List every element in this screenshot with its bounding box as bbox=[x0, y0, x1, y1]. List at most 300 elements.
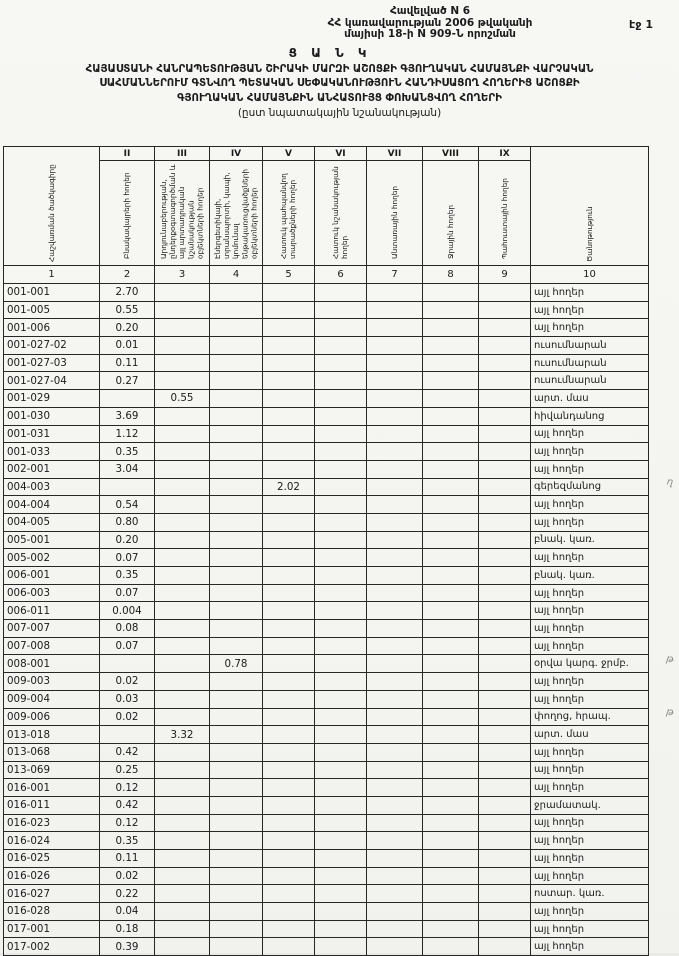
value-cell bbox=[479, 337, 531, 355]
value-cell bbox=[263, 390, 315, 408]
roman-numeral: VIII bbox=[423, 147, 479, 161]
value-cell bbox=[367, 708, 423, 726]
table-row bbox=[4, 850, 649, 868]
value-cell bbox=[210, 602, 263, 620]
value-cell bbox=[263, 354, 315, 372]
value-cell bbox=[423, 354, 479, 372]
table-row bbox=[4, 567, 649, 585]
value-cell bbox=[263, 796, 315, 814]
value-cell bbox=[315, 337, 367, 355]
value-cell bbox=[423, 390, 479, 408]
value-cell: 1.12 bbox=[100, 425, 155, 443]
value-cell bbox=[315, 690, 367, 708]
table-row bbox=[4, 796, 649, 814]
value-cell bbox=[315, 726, 367, 744]
value-cell bbox=[423, 567, 479, 585]
value-cell bbox=[210, 513, 263, 531]
value-cell bbox=[210, 779, 263, 797]
value-cell bbox=[479, 372, 531, 390]
note-cell: փողոց, հրապ. bbox=[531, 708, 649, 726]
value-cell bbox=[155, 513, 210, 531]
value-cell: 3.32 bbox=[155, 726, 210, 744]
value-cell bbox=[155, 584, 210, 602]
value-cell bbox=[423, 284, 479, 302]
value-cell bbox=[263, 620, 315, 638]
code-cell: 013-069 bbox=[4, 761, 100, 779]
table-row bbox=[4, 584, 649, 602]
table-row bbox=[4, 726, 649, 744]
value-cell bbox=[423, 920, 479, 938]
value-cell bbox=[315, 655, 367, 673]
value-cell bbox=[315, 761, 367, 779]
value-cell: 0.39 bbox=[100, 938, 155, 956]
value-cell bbox=[423, 867, 479, 885]
value-cell bbox=[263, 867, 315, 885]
value-cell bbox=[423, 832, 479, 850]
value-cell bbox=[479, 885, 531, 903]
code-cell: 001-027-02 bbox=[4, 337, 100, 355]
value-cell bbox=[367, 425, 423, 443]
value-cell bbox=[210, 726, 263, 744]
value-cell bbox=[155, 761, 210, 779]
value-cell bbox=[155, 743, 210, 761]
table-row bbox=[4, 814, 649, 832]
code-cell: 006-003 bbox=[4, 584, 100, 602]
code-cell: 016-025 bbox=[4, 850, 100, 868]
value-cell bbox=[423, 407, 479, 425]
value-cell bbox=[210, 354, 263, 372]
note-cell: այլ հողեր bbox=[531, 549, 649, 567]
roman-numeral: II bbox=[100, 147, 155, 161]
value-cell bbox=[315, 584, 367, 602]
value-cell bbox=[263, 708, 315, 726]
table-row bbox=[4, 903, 649, 921]
value-cell bbox=[479, 425, 531, 443]
col-header-note-label: Ծանոթություն bbox=[584, 206, 594, 262]
col-header-note bbox=[531, 147, 649, 266]
value-cell bbox=[315, 460, 367, 478]
note-cell: այլ հողեր bbox=[531, 673, 649, 691]
value-cell bbox=[479, 602, 531, 620]
code-cell: 009-006 bbox=[4, 708, 100, 726]
value-cell: 2.02 bbox=[263, 478, 315, 496]
col-header-4-label: Էներգետիկայի, տրանսպորտի, կապի, կոմունալ ենթակառուցվածքների օբյեկտների հողեր bbox=[213, 168, 259, 259]
value-cell bbox=[210, 549, 263, 567]
value-cell bbox=[155, 690, 210, 708]
table-row bbox=[4, 390, 649, 408]
code-cell: 004-004 bbox=[4, 496, 100, 514]
appendix-block bbox=[190, 6, 670, 41]
value-cell: 0.35 bbox=[100, 443, 155, 461]
value-cell bbox=[479, 301, 531, 319]
table-row bbox=[4, 761, 649, 779]
value-cell bbox=[315, 673, 367, 691]
value-cell bbox=[210, 319, 263, 337]
value-cell bbox=[263, 496, 315, 514]
code-cell: 009-004 bbox=[4, 690, 100, 708]
col-header-4 bbox=[210, 161, 263, 266]
value-cell bbox=[367, 354, 423, 372]
value-cell bbox=[315, 549, 367, 567]
value-cell bbox=[367, 443, 423, 461]
value-cell bbox=[155, 867, 210, 885]
col-header-code bbox=[4, 147, 100, 266]
col-header-7-label: Անտառային հողեր bbox=[389, 186, 399, 259]
note-cell: այլ հողեր bbox=[531, 284, 649, 302]
value-cell bbox=[423, 319, 479, 337]
value-cell bbox=[263, 850, 315, 868]
code-cell: 005-002 bbox=[4, 549, 100, 567]
value-cell bbox=[210, 337, 263, 355]
value-cell bbox=[155, 903, 210, 921]
margin-annotation: թ bbox=[665, 653, 675, 666]
note-cell: օրվա կարգ. ջրմբ. bbox=[531, 655, 649, 673]
value-cell bbox=[315, 885, 367, 903]
value-cell bbox=[210, 637, 263, 655]
value-cell bbox=[423, 478, 479, 496]
value-cell bbox=[479, 319, 531, 337]
table-row bbox=[4, 319, 649, 337]
code-cell: 001-030 bbox=[4, 407, 100, 425]
value-cell bbox=[479, 354, 531, 372]
value-cell: 0.03 bbox=[100, 690, 155, 708]
value-cell: 0.42 bbox=[100, 743, 155, 761]
table-row bbox=[4, 301, 649, 319]
table-row bbox=[4, 920, 649, 938]
value-cell bbox=[210, 301, 263, 319]
value-cell bbox=[423, 513, 479, 531]
table-row bbox=[4, 832, 649, 850]
column-number: 3 bbox=[155, 266, 210, 284]
value-cell: 0.18 bbox=[100, 920, 155, 938]
value-cell: 0.27 bbox=[100, 372, 155, 390]
title-line-1: ՀԱՅԱՍՏԱՆԻ ՀԱՆՐԱՊԵՏՈՒԹՅԱՆ ՇԻՐԱԿԻ ՄԱՐԶԻ ԱՇՈՑՔԻ ԳՅՈՒՂԱԿԱՆ ՀԱՄԱՅՆՔԻ ՎԱՐՉԱԿԱՆ bbox=[85, 64, 594, 75]
value-cell bbox=[315, 354, 367, 372]
document-subtitle: (ըստ նպատակային նշանակության) bbox=[237, 107, 442, 119]
value-cell bbox=[315, 779, 367, 797]
value-cell bbox=[423, 637, 479, 655]
code-cell: 017-001 bbox=[4, 920, 100, 938]
note-cell: այլ հողեր bbox=[531, 761, 649, 779]
col-header-6-label: Հատուկ նշանակության հողեր bbox=[331, 166, 350, 259]
value-cell bbox=[263, 567, 315, 585]
value-cell bbox=[155, 885, 210, 903]
value-cell bbox=[210, 531, 263, 549]
col-header-code-label: Հաշվառման ծածկագիրը bbox=[46, 164, 56, 262]
value-cell bbox=[367, 832, 423, 850]
value-cell bbox=[263, 637, 315, 655]
value-cell bbox=[479, 637, 531, 655]
value-cell bbox=[315, 531, 367, 549]
appendix-title: Հավելված N 6 bbox=[389, 5, 471, 17]
list-title: Ց Ա Ն Կ bbox=[288, 46, 372, 60]
value-cell bbox=[423, 708, 479, 726]
value-cell bbox=[367, 850, 423, 868]
value-cell bbox=[367, 602, 423, 620]
value-cell bbox=[263, 726, 315, 744]
table-row bbox=[4, 372, 649, 390]
table-row bbox=[4, 460, 649, 478]
value-cell bbox=[155, 567, 210, 585]
value-cell bbox=[423, 496, 479, 514]
value-cell bbox=[210, 584, 263, 602]
value-cell bbox=[367, 407, 423, 425]
value-cell bbox=[479, 655, 531, 673]
value-cell bbox=[263, 885, 315, 903]
value-cell bbox=[479, 690, 531, 708]
value-cell bbox=[315, 850, 367, 868]
value-cell bbox=[367, 761, 423, 779]
value-cell bbox=[263, 549, 315, 567]
value-cell bbox=[423, 301, 479, 319]
value-cell: 0.01 bbox=[100, 337, 155, 355]
value-cell bbox=[210, 478, 263, 496]
value-cell bbox=[479, 761, 531, 779]
value-cell bbox=[315, 920, 367, 938]
value-cell: 0.22 bbox=[100, 885, 155, 903]
value-cell bbox=[367, 567, 423, 585]
value-cell bbox=[367, 478, 423, 496]
col-header-8-label: Ջրային հողեր bbox=[445, 204, 455, 259]
code-cell: 001-029 bbox=[4, 390, 100, 408]
value-cell bbox=[315, 319, 367, 337]
value-cell bbox=[210, 673, 263, 691]
value-cell: 0.42 bbox=[100, 796, 155, 814]
value-cell bbox=[367, 513, 423, 531]
value-cell bbox=[479, 673, 531, 691]
code-cell: 001-031 bbox=[4, 425, 100, 443]
col-header-8 bbox=[423, 161, 479, 266]
value-cell: 0.35 bbox=[100, 567, 155, 585]
value-cell bbox=[155, 655, 210, 673]
value-cell bbox=[479, 850, 531, 868]
table-row bbox=[4, 531, 649, 549]
value-cell bbox=[210, 620, 263, 638]
value-cell bbox=[423, 673, 479, 691]
value-cell bbox=[263, 673, 315, 691]
value-cell bbox=[479, 460, 531, 478]
value-cell bbox=[423, 796, 479, 814]
value-cell bbox=[263, 531, 315, 549]
value-cell bbox=[263, 602, 315, 620]
table-row bbox=[4, 690, 649, 708]
value-cell bbox=[367, 920, 423, 938]
value-cell bbox=[210, 814, 263, 832]
col-header-5-label: Հատուկ պահպանվող տարածքների հողեր bbox=[279, 173, 298, 259]
note-cell: բնակ. կառ. bbox=[531, 531, 649, 549]
document-title bbox=[0, 63, 679, 106]
value-cell bbox=[155, 496, 210, 514]
value-cell bbox=[423, 549, 479, 567]
value-cell: 0.02 bbox=[100, 673, 155, 691]
note-cell: ուսումնարան bbox=[531, 372, 649, 390]
table-row bbox=[4, 407, 649, 425]
value-cell bbox=[315, 708, 367, 726]
value-cell bbox=[423, 460, 479, 478]
value-cell bbox=[263, 284, 315, 302]
note-cell: այլ հողեր bbox=[531, 496, 649, 514]
margin-annotation: ղ bbox=[666, 476, 674, 489]
value-cell bbox=[479, 796, 531, 814]
value-cell bbox=[155, 319, 210, 337]
value-cell bbox=[479, 779, 531, 797]
value-cell bbox=[315, 814, 367, 832]
value-cell bbox=[100, 655, 155, 673]
roman-numeral: VI bbox=[315, 147, 367, 161]
code-cell: 016-001 bbox=[4, 779, 100, 797]
value-cell bbox=[367, 903, 423, 921]
value-cell: 0.54 bbox=[100, 496, 155, 514]
value-cell bbox=[479, 390, 531, 408]
value-cell bbox=[210, 796, 263, 814]
value-cell bbox=[210, 425, 263, 443]
note-cell: արտ. մաս bbox=[531, 726, 649, 744]
column-number: 6 bbox=[315, 266, 367, 284]
value-cell bbox=[210, 867, 263, 885]
value-cell bbox=[100, 726, 155, 744]
value-cell: 0.11 bbox=[100, 850, 155, 868]
value-cell bbox=[155, 443, 210, 461]
roman-numeral: VII bbox=[367, 147, 423, 161]
value-cell bbox=[315, 407, 367, 425]
note-cell: այլ հողեր bbox=[531, 602, 649, 620]
value-cell bbox=[263, 513, 315, 531]
value-cell bbox=[155, 637, 210, 655]
value-cell bbox=[315, 372, 367, 390]
value-cell bbox=[423, 372, 479, 390]
code-cell: 013-068 bbox=[4, 743, 100, 761]
value-cell bbox=[423, 850, 479, 868]
note-cell: այլ հողեր bbox=[531, 443, 649, 461]
value-cell bbox=[155, 284, 210, 302]
value-cell bbox=[479, 513, 531, 531]
title-line-3: ԳՅՈՒՂԱԿԱՆ ՀԱՄԱՅՆՔԻՆ ԱՆՀԱՏՈՒՅՑ ՓՈԽԱՆՑՎՈՂ ՀՈՂԵՐԻ bbox=[177, 92, 502, 104]
value-cell bbox=[315, 284, 367, 302]
value-cell bbox=[479, 620, 531, 638]
code-cell: 008-001 bbox=[4, 655, 100, 673]
table-row bbox=[4, 425, 649, 443]
value-cell bbox=[210, 832, 263, 850]
table-row bbox=[4, 655, 649, 673]
note-cell: այլ հողեր bbox=[531, 938, 649, 956]
value-cell: 0.55 bbox=[155, 390, 210, 408]
value-cell bbox=[479, 531, 531, 549]
value-cell: 0.004 bbox=[100, 602, 155, 620]
value-cell: 3.04 bbox=[100, 460, 155, 478]
column-number: 7 bbox=[367, 266, 423, 284]
value-cell bbox=[479, 478, 531, 496]
code-cell: 006-001 bbox=[4, 567, 100, 585]
value-cell: 0.02 bbox=[100, 867, 155, 885]
value-cell bbox=[423, 337, 479, 355]
code-cell: 004-005 bbox=[4, 513, 100, 531]
note-cell: այլ հողեր bbox=[531, 743, 649, 761]
value-cell bbox=[263, 425, 315, 443]
value-cell bbox=[263, 903, 315, 921]
value-cell bbox=[423, 726, 479, 744]
value-cell bbox=[367, 319, 423, 337]
value-cell bbox=[263, 920, 315, 938]
code-cell: 005-001 bbox=[4, 531, 100, 549]
note-cell: այլ հողեր bbox=[531, 920, 649, 938]
value-cell bbox=[479, 443, 531, 461]
table-row bbox=[4, 885, 649, 903]
decree-line-2: մայիսի 18-ի N 909-Ն որոշման bbox=[344, 28, 516, 41]
roman-numeral: V bbox=[263, 147, 315, 161]
column-number: 10 bbox=[531, 266, 649, 284]
value-cell bbox=[315, 301, 367, 319]
value-cell bbox=[479, 549, 531, 567]
value-cell bbox=[367, 779, 423, 797]
value-cell bbox=[315, 513, 367, 531]
note-cell: այլ հողեր bbox=[531, 425, 649, 443]
table-row bbox=[4, 867, 649, 885]
value-cell: 0.35 bbox=[100, 832, 155, 850]
col-header-9 bbox=[479, 161, 531, 266]
value-cell: 0.11 bbox=[100, 354, 155, 372]
note-cell: այլ հողեր bbox=[531, 513, 649, 531]
code-cell: 016-024 bbox=[4, 832, 100, 850]
value-cell bbox=[210, 903, 263, 921]
value-cell bbox=[423, 814, 479, 832]
col-header-6 bbox=[315, 161, 367, 266]
value-cell bbox=[479, 584, 531, 602]
value-cell bbox=[315, 620, 367, 638]
code-cell: 001-027-03 bbox=[4, 354, 100, 372]
value-cell bbox=[479, 726, 531, 744]
value-cell bbox=[210, 743, 263, 761]
table-row bbox=[4, 673, 649, 691]
value-cell bbox=[155, 478, 210, 496]
value-cell bbox=[100, 478, 155, 496]
roman-numeral: IX bbox=[479, 147, 531, 161]
value-cell bbox=[423, 903, 479, 921]
value-cell bbox=[479, 920, 531, 938]
table-row bbox=[4, 284, 649, 302]
table-row bbox=[4, 743, 649, 761]
value-cell bbox=[423, 779, 479, 797]
value-cell bbox=[263, 319, 315, 337]
value-cell bbox=[263, 301, 315, 319]
value-cell bbox=[155, 920, 210, 938]
value-cell bbox=[210, 761, 263, 779]
value-cell bbox=[315, 496, 367, 514]
value-cell bbox=[423, 425, 479, 443]
value-cell bbox=[315, 743, 367, 761]
value-cell bbox=[155, 796, 210, 814]
value-cell bbox=[315, 867, 367, 885]
value-cell bbox=[423, 885, 479, 903]
value-cell bbox=[479, 867, 531, 885]
value-cell bbox=[423, 620, 479, 638]
value-cell bbox=[423, 531, 479, 549]
note-cell: այլ հողեր bbox=[531, 620, 649, 638]
note-cell: ջրամատակ. bbox=[531, 796, 649, 814]
value-cell bbox=[367, 372, 423, 390]
code-cell: 016-028 bbox=[4, 903, 100, 921]
value-cell bbox=[423, 443, 479, 461]
roman-numeral: IV bbox=[210, 147, 263, 161]
table-row bbox=[4, 478, 649, 496]
value-cell bbox=[155, 531, 210, 549]
code-cell: 001-006 bbox=[4, 319, 100, 337]
value-cell bbox=[155, 814, 210, 832]
col-header-2 bbox=[100, 161, 155, 266]
value-cell bbox=[263, 814, 315, 832]
col-header-9-label: Պահուստային հողեր bbox=[499, 178, 509, 259]
value-cell bbox=[479, 284, 531, 302]
value-cell bbox=[367, 655, 423, 673]
